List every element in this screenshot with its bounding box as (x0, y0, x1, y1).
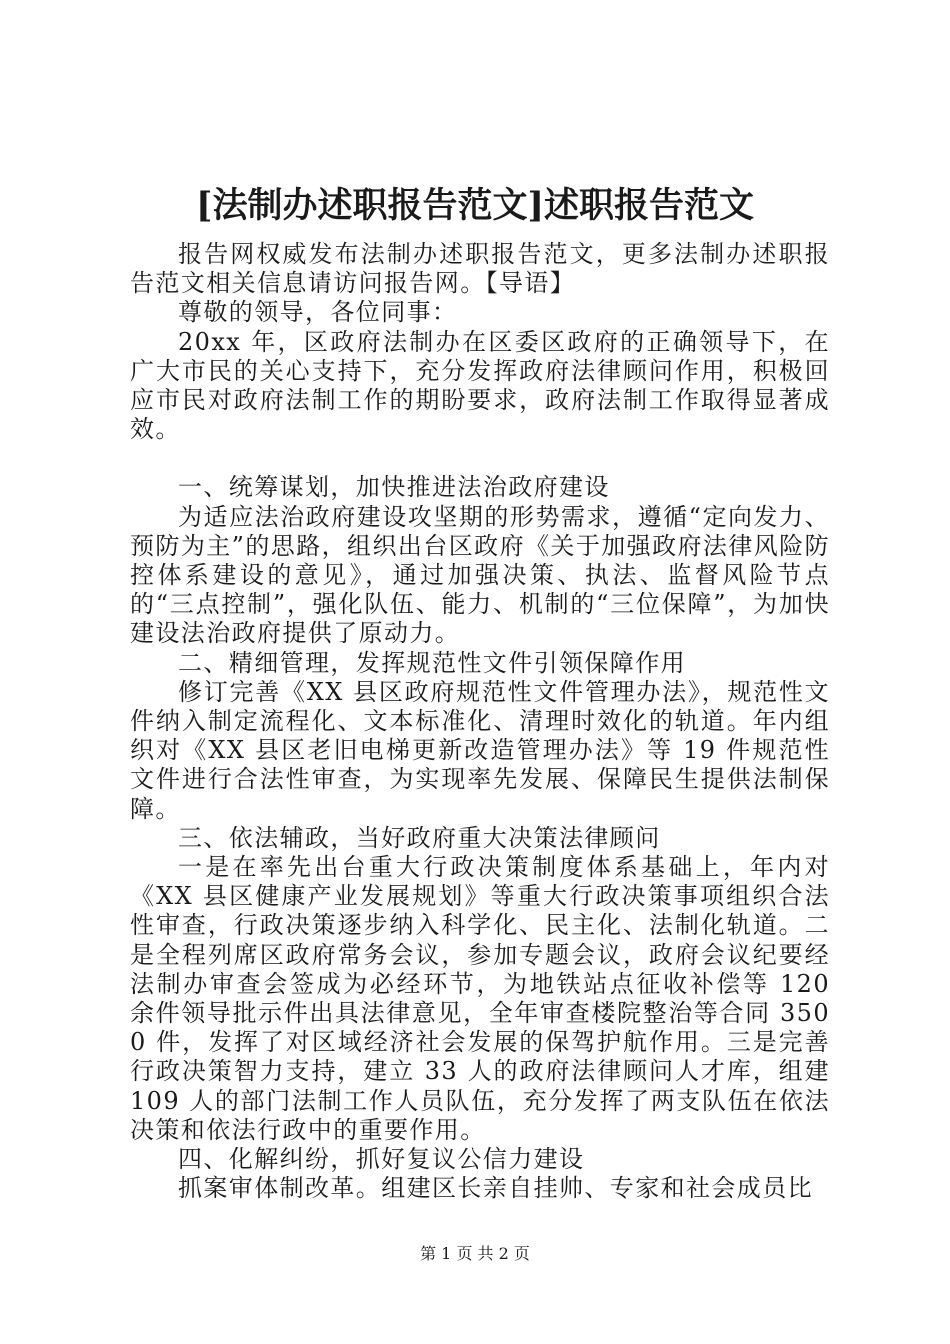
section-paragraph-4: 抓案审体制改革。组建区长亲自挂帅、专家和社会成员比 (178, 1174, 813, 1203)
section-paragraph-2: 修订完善《XX 县区政府规范性文件管理办法》，规范性文件纳入制定流程化、文本标准化、清理时效化的轨道。年内组织对《XX 县区老旧电梯更新改造管理办法》等 19 件规范性文件进行合法性审查，为实现率先发展、保障民生提供法制保障。 (130, 677, 830, 823)
document-body (130, 240, 830, 1204)
intro-paragraph: 报告网权威发布法制办述职报告范文，更多法制办述职报告范文相关信息请访问报告网。【导语】 (130, 240, 830, 298)
salutation: 尊敬的领导，各位同事： (178, 298, 458, 327)
summary-paragraph: 20xx 年，区政府法制办在区委区政府的正确领导下，在广大市民的关心支持下，充分发挥政府法律顾问作用，积极回应市民对政府法制工作的期盼要求，政府法制工作取得显著成效。 (130, 327, 830, 444)
paragraph-gap (130, 444, 830, 473)
section-heading-1: 一、统筹谋划，加快推进法治政府建设 (178, 473, 610, 502)
section-heading-4: 四、化解纠纷，抓好复议公信力建设 (178, 1145, 585, 1174)
section-heading-3: 三、依法辅政，当好政府重大决策法律顾问 (178, 823, 661, 852)
document-title: [法制办述职报告范文]述职报告范文 (195, 185, 755, 226)
section-heading-2: 二、精细管理，发挥规范性文件引领保障作用 (178, 648, 686, 677)
section-paragraph-1: 为适应法治政府建设攻坚期的形势需求，遵循“定向发力、预防为主”的思路，组织出台区政府《关于加强政府法律风险防控体系建设的意见》，通过加强决策、执法、监督风险节点的“三点控制”，强化队伍、能力、机制的“三位保障”，为加快建设法治政府提供了原动力。 (130, 502, 830, 648)
page-footer: 第 1 页 共 2 页 (420, 1244, 530, 1263)
section-paragraph-3: 一是在率先出台重大行政决策制度体系基础上，年内对《XX 县区健康产业发展规划》等重大行政决策事项组织合法性审查，行政决策逐步纳入科学化、民主化、法制化轨道。二是全程列席区政府常务会议，参加专题会议，政府会议纪要经法制办审查会签成为必经环节，为地铁站点征收补偿等 120 余件领导批示件出具法律意见，全年审查楼院整治等合同 3500 件，发挥了对区域经济社会发展的保驾护航作用。三是完善行政决策智力支持，建立 33 人的政府法律顾问人才库，组建 109 人的部门法制工作人员队伍，充分发挥了两支队伍在依法决策和依法行政中的重要作用。 (130, 853, 830, 1144)
